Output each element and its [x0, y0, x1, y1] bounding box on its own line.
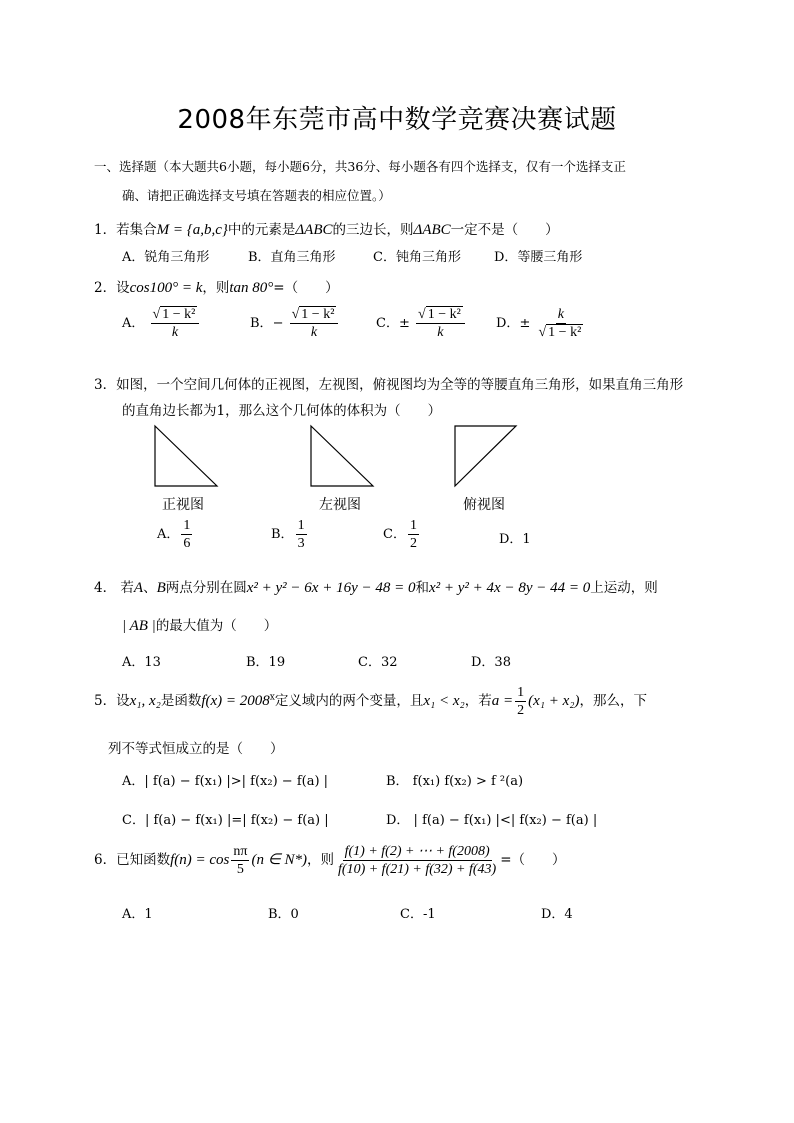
q4-option-d: D．38	[471, 655, 511, 670]
left-view-caption: 左视图	[319, 497, 361, 513]
q2-option-a: A． $\frac{\text{√ 1 − k²}}{k}$	[122, 306, 201, 341]
q4-option-b: B．19	[246, 655, 286, 670]
q6-option-a: A．1	[122, 907, 153, 922]
section-header-line1: 一、选择题（本大题共6小题，每小题6分，共36分、每小题各有四个选择支，仅有一个选择支正	[94, 159, 626, 174]
top-view-caption: 俯视图	[463, 497, 505, 513]
q3-option-d: D．1	[499, 532, 531, 547]
question-4-line2: | AB |的最大值为（ ）	[122, 618, 278, 634]
q6-option-d: D．4	[541, 907, 573, 922]
q4-option-c: C．32	[358, 655, 398, 670]
q2-option-b: B．− $\frac{\text{√ 1 − k²}}{k}$	[250, 306, 340, 341]
page-title: 2008年东莞市高中数学竞赛决赛试题	[177, 105, 617, 135]
question-5-line1: 5．设x₁, x₂是函数$f(x) = 2008^x$定义域内的两个变量，且x₁ < x₂，若a = $\frac{1}{2}$ (x₁ + x₂)，那么，下	[94, 685, 647, 718]
q5-option-b: B． f(x₁) f(x₂) > f ²(a)	[386, 774, 524, 789]
question-1: 1．若集合M = {a,b,c}中的元素是ΔABC的三边长，则ΔABC一定不是（ ）	[94, 222, 559, 238]
q2-option-d: D．± $\frac{k}{\text{√ 1 − k²}}$	[496, 307, 582, 340]
q4-option-a: A．13	[122, 655, 161, 670]
left-view-triangle	[306, 423, 378, 489]
question-4-line1: 4． 若A、B两点分别在圆x² + y² − 6x + 16y − 48 = 0和x² + y² + 4x − 8y − 44 = 0上运动，则	[94, 580, 658, 596]
top-view-triangle	[450, 423, 522, 489]
q1-option-d: D．等腰三角形	[494, 250, 583, 265]
q3-option-a: A． $\frac{1}{6}$	[157, 518, 191, 551]
q3-option-c: C． $\frac{1}{2}$	[383, 518, 417, 551]
section-header-line2: 确、请把正确选择支号填在答题表的相应位置。）	[122, 188, 391, 203]
question-3-line1: 3．如图，一个空间几何体的正视图，左视图，俯视图均为全等的等腰直角三角形，如果直角三角形	[94, 377, 684, 393]
q1-option-a: A．锐角三角形	[122, 250, 210, 265]
front-view-triangle	[150, 423, 222, 489]
question-3-line2: 的直角边长都为1，那么这个几何体的体积为（ ）	[122, 403, 442, 419]
q5-option-d: D． | f(a) − f(x₁) |<| f(x₂) − f(a) |	[386, 813, 598, 828]
q6-option-c: C．-1	[400, 907, 436, 922]
q1-option-c: C．钝角三角形	[373, 250, 461, 265]
question-2: 2．设cos100° = k，则tan 80°=（ ）	[94, 280, 339, 296]
q3-option-b: B． $\frac{1}{3}$	[271, 518, 305, 551]
question-5-line2: 列不等式恒成立的是（ ）	[108, 741, 284, 757]
q5-option-c: C．| f(a) − f(x₁) |=| f(x₂) − f(a) |	[122, 813, 329, 828]
q5-option-a: A．| f(a) − f(x₁) |>| f(x₂) − f(a) |	[122, 774, 329, 789]
q1-option-b: B．直角三角形	[248, 250, 336, 265]
q6-option-b: B．0	[268, 907, 299, 922]
front-view-caption: 正视图	[162, 497, 204, 513]
q2-option-c: C．± $\frac{\text{√ 1 − k²}}{k}$	[376, 306, 467, 341]
question-6: 6．已知函数f(n) = cos $\frac{n\pi}{5}$ (n ∈ N*)，则 $\frac{f(1) + f(2) + \cdots + f(2008)}{f(10) + f(21) + f(32) + f(43)}$ =（ ）	[94, 844, 566, 877]
